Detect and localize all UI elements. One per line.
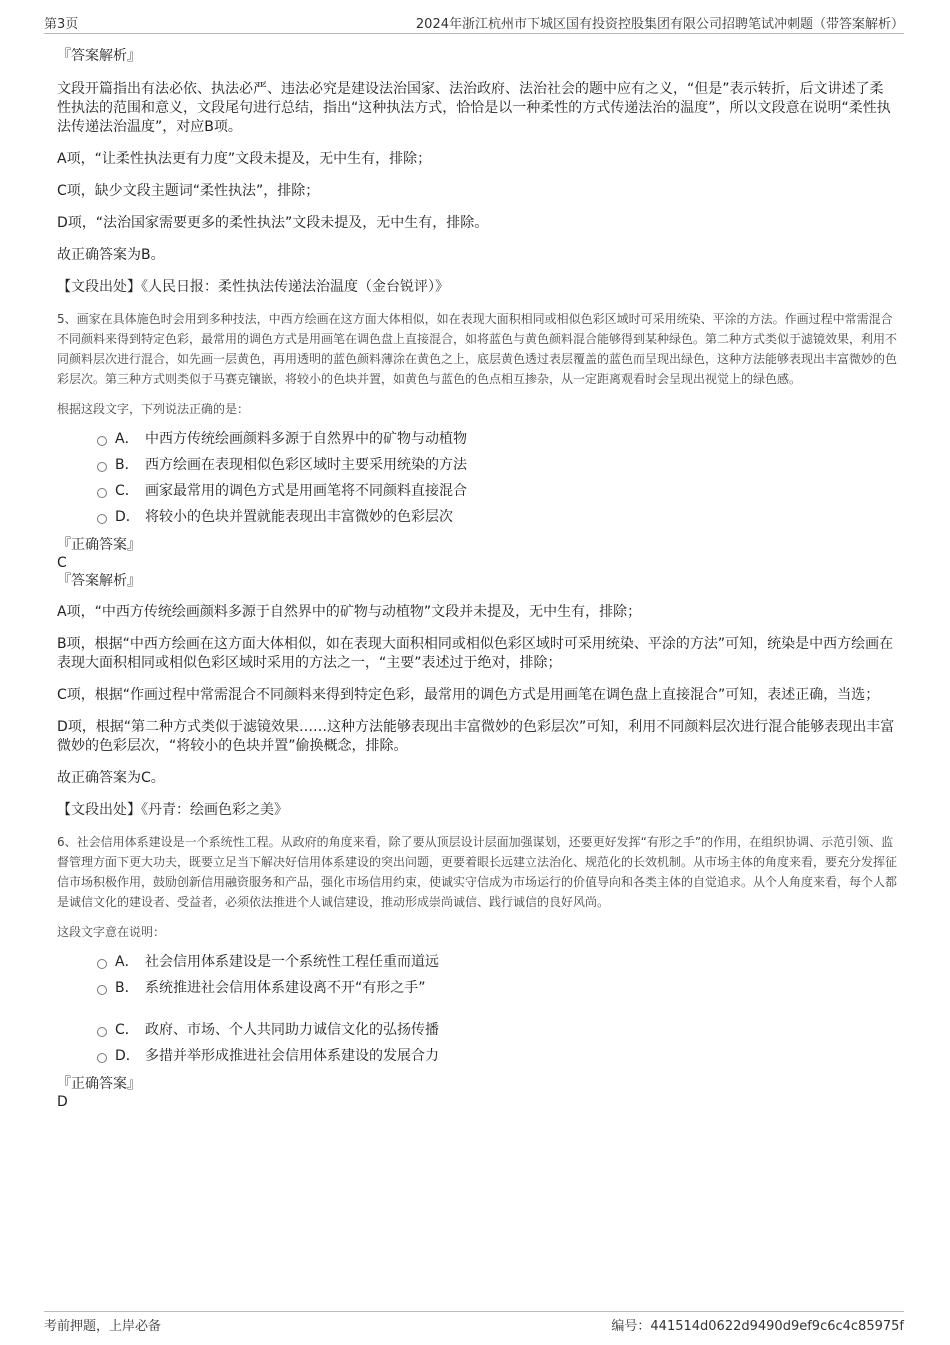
option-text: 将较小的色块并置就能表现出丰富微妙的色彩层次 — [145, 509, 453, 525]
analysis-option-a: A项，“中西方传统绘画颜料多源于自然界中的矿物与动植物”文段并未提及，无中生有，排除； — [57, 604, 642, 620]
page-content — [57, 46, 897, 1111]
passage-source: 【文段出处】《人民日报：柔性执法传递法治温度（金台锐评）》 — [57, 279, 449, 295]
option-d[interactable] — [57, 504, 897, 530]
option-d[interactable] — [57, 1043, 897, 1069]
radio-button[interactable] — [97, 462, 107, 472]
analysis-option-c: C项，缺少文段主题词“柔性执法”，排除； — [57, 183, 320, 199]
question-5-stem: 5、画家在具体施色时会用到多种技法，中西方绘画在这方面大体相似，如在表现大面积相同或相似色彩区域时可采用统染、平涂的方法。作画过程中常需混合不同颜料来得到特定色彩，最常用的调色方式是用画笔在调色盘上直接混合，如将蓝色与黄色颜料混合能够得到某种绿色。第二种方式类似于滤镜效果，利用不同颜料层次进行混合，如先画一层黄色，再用透明的蓝色颜料薄涂在黄色之上，底层黄色透过表层覆盖的蓝色而呈现出绿色，这种方法能够表现出丰富微妙的色彩层次。第三种方式则类似于马赛克镶嵌，将较小的色块并置，如黄色与蓝色的色点相互掺杂，从一定距离观看时会呈现出视觉上的绿色感。 — [57, 312, 898, 386]
correct-answer: D — [57, 1094, 68, 1110]
option-text: 多措并举形成推进社会信用体系建设的发展合力 — [145, 1048, 439, 1064]
analysis-conclusion: 故正确答案为C。 — [57, 770, 165, 786]
radio-button[interactable] — [97, 514, 107, 524]
correct-answer-tag: 『正确答案』 — [57, 1076, 141, 1092]
option-letter: A． — [115, 431, 139, 447]
question-5-prompt: 根据这段文字，下列说法正确的是： — [57, 402, 250, 416]
question-5-options — [57, 426, 897, 530]
option-text: 社会信用体系建设是一个系统性工程任重而道远 — [145, 954, 439, 970]
option-letter: A． — [115, 954, 139, 970]
analysis-intro: 文段开篇指出有法必依、执法必严、违法必究是建设法治国家、法治政府、法治社会的题中应有之义，“但是”表示转折，后文讲述了柔性执法的范围和意义，文段尾句进行总结，指出“这种执法方式，恰恰是以一种柔性的方式传递法治的温度”，所以文段意在说明“柔性执法传递法治温度”，对应B项。 — [57, 81, 891, 135]
option-letter: D． — [115, 1048, 140, 1064]
page-number: 第3页 — [44, 17, 79, 32]
question-6-prompt: 这段文字意在说明： — [57, 925, 166, 939]
document-title: 2024年浙江杭州市下城区国有投资控股集团有限公司招聘笔试冲刺题（带答案解析） — [415, 17, 904, 32]
analysis-option-a: A项，“让柔性执法更有力度”文段未提及，无中生有，排除； — [57, 151, 432, 167]
analysis-tag: 『答案解析』 — [57, 573, 141, 589]
radio-button[interactable] — [97, 1027, 107, 1037]
analysis-option-c: C项，根据“作画过程中常需混合不同颜料来得到特定色彩，最常用的调色方式是用画笔在调色盘上直接混合”可知，表述正确，当选； — [57, 687, 880, 703]
option-letter: D． — [115, 509, 140, 525]
option-text: 中西方传统绘画颜料多源于自然界中的矿物与动植物 — [145, 431, 467, 447]
option-letter: B． — [115, 457, 139, 473]
analysis-option-d: D项，根据“第二种方式类似于滤镜效果……这种方法能够表现出丰富微妙的色彩层次”可知，利用不同颜料层次进行混合能够表现出丰富微妙的色彩层次，“将较小的色块并置”偷换概念，排除。 — [57, 719, 895, 754]
analysis-conclusion: 故正确答案为B。 — [57, 247, 165, 263]
option-text: 画家最常用的调色方式是用画笔将不同颜料直接混合 — [145, 483, 467, 499]
passage-source: 【文段出处】《丹青：绘画色彩之美》 — [57, 802, 288, 818]
radio-button[interactable] — [97, 959, 107, 969]
footer-slogan: 考前押题，上岸必备 — [44, 1319, 162, 1334]
document-id: 编号：441514d0622d9490d9ef9c6c4c85975f — [611, 1319, 904, 1334]
correct-answer-tag: 『正确答案』 — [57, 537, 141, 553]
page-footer — [44, 1311, 904, 1332]
option-text: 政府、市场、个人共同助力诚信文化的弘扬传播 — [145, 1022, 439, 1038]
option-c[interactable] — [57, 478, 897, 504]
analysis-tag: 『答案解析』 — [57, 48, 141, 64]
question-6-stem: 6、社会信用体系建设是一个系统性工程。从政府的角度来看，除了要从顶层设计层面加强谋划，还要更好发挥“有形之手”的作用，在组织协调、示范引领、监督管理方面下更大功夫，既要立足当下解决好信用体系建设的突出问题，更要着眼长远建立法治化、规范化的长效机制。从市场主体的角度来看，要充分发挥征信市场积极作用，鼓励创新信用融资服务和产品，强化市场信用约束，使诚实守信成为市场运行的价值导向和各类主体的自觉追求。从个人角度来看，每个人都是诚信文化的建设者、受益者，必须依法推进个人诚信建设，推动形成崇尚诚信、践行诚信的良好风尚。 — [57, 835, 898, 909]
radio-button[interactable] — [97, 488, 107, 498]
option-letter: C． — [115, 1022, 139, 1038]
option-text: 系统推进社会信用体系建设离不开“有形之手” — [145, 980, 426, 996]
option-a[interactable] — [57, 949, 897, 975]
option-text: 西方绘画在表现相似色彩区域时主要采用统染的方法 — [145, 457, 467, 473]
page-header — [44, 11, 904, 34]
option-b[interactable] — [57, 975, 897, 1001]
radio-button[interactable] — [97, 1053, 107, 1063]
analysis-option-d: D项，“法治国家需要更多的柔性执法”文段未提及，无中生有，排除。 — [57, 215, 489, 231]
question-6-options — [57, 949, 897, 1069]
option-a[interactable] — [57, 426, 897, 452]
option-b[interactable] — [57, 452, 897, 478]
option-letter: B． — [115, 980, 139, 996]
option-letter: C． — [115, 483, 139, 499]
option-c[interactable] — [57, 1017, 897, 1043]
correct-answer: C — [57, 555, 67, 571]
analysis-option-b: B项，根据“中西方绘画在这方面大体相似，如在表现大面积相同或相似色彩区域时可采用统染、平涂的方法”可知，统染是中西方绘画在表现大面积相同或相似色彩区域时采用的方法之一，“主要”表述过于绝对，排除； — [57, 636, 894, 671]
radio-button[interactable] — [97, 436, 107, 446]
radio-button[interactable] — [97, 985, 107, 995]
